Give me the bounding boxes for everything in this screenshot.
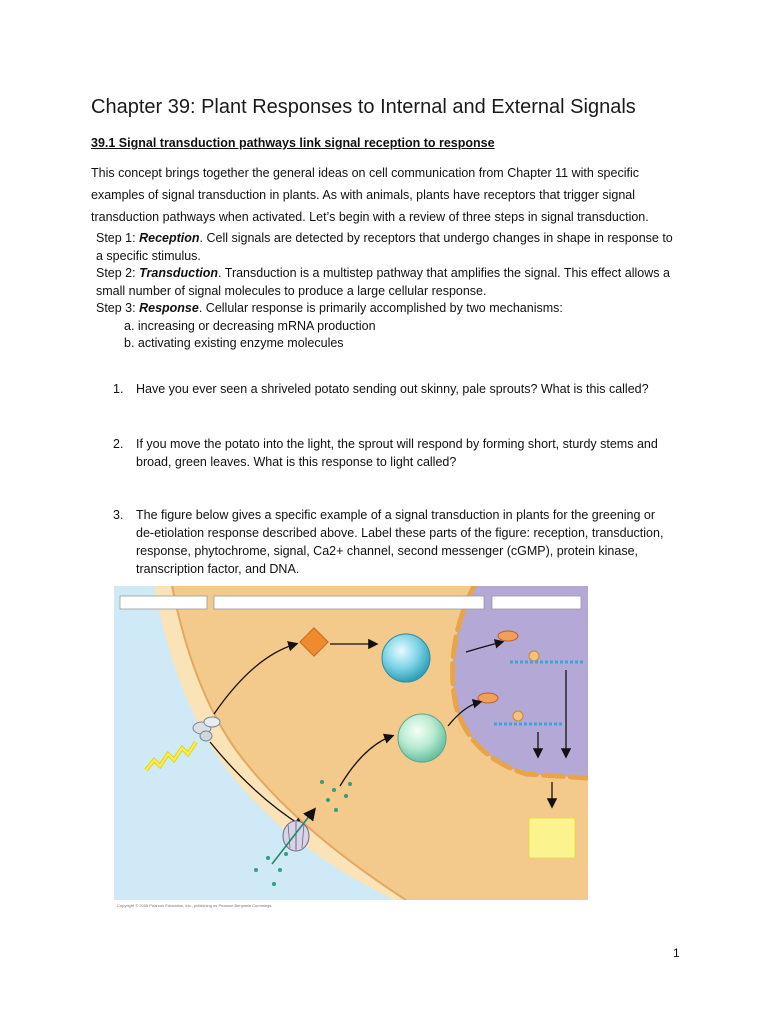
step-3-sub-a: a. increasing or decreasing mRNA production: [124, 318, 376, 333]
intro-line: examples of signal transduction in plants. As with animals, plants have receptors that trigger signal: [91, 188, 636, 202]
question-1: 1. Have you ever seen a shriveled potato sending out skinny, pale sprouts? What is this called?: [113, 382, 649, 396]
step-1: Step 1: Reception. Cell signals are detected by receptors that undergo changes in shape in response to: [96, 231, 673, 245]
figure-copyright: Copyright © 2008 Pearson Education, Inc., publishing as Pearson Benjamin Cummings.: [117, 903, 273, 908]
page-title: Chapter 39: Plant Responses to Internal and External Signals: [91, 96, 636, 118]
step-3: Step 3: Response. Cellular response is primarily accomplished by two mechanisms:: [96, 301, 563, 315]
response-protein: [529, 818, 575, 858]
page-number: 1: [673, 946, 680, 960]
step-2: Step 2: Transduction. Transduction is a multistep pathway that amplifies the signal. This effect allows a: [96, 266, 670, 280]
intro-line: transduction pathways when activated. Let’s begin with a review of three steps in signal transduction.: [91, 210, 649, 224]
step-2-cont: small number of signal molecules to produce a large cellular response.: [96, 283, 487, 298]
intro-line: This concept brings together the general ideas on cell communication from Chapter 11 with specific: [91, 166, 639, 180]
protein-kinase-2: [398, 714, 446, 762]
label-box[interactable]: [214, 596, 484, 609]
label-box[interactable]: [120, 596, 207, 609]
step-1-cont: a specific stimulus.: [96, 248, 201, 263]
question-2: 2. If you move the potato into the light, the sprout will respond by forming short, sturdy stems and broad, green leaves. What is this response to light called?: [113, 437, 658, 469]
step-1-term: Reception: [139, 231, 200, 245]
step-2-term: Transduction: [139, 266, 219, 280]
protein-kinase-1: [382, 634, 430, 682]
step-3-term: Response: [139, 301, 199, 315]
step-3-sub-b: b. activating existing enzyme molecules: [124, 336, 344, 350]
signal-transduction-figure: [114, 586, 588, 900]
section-heading: 39.1 Signal transduction pathways link signal reception to response: [91, 136, 495, 150]
question-3: 3. The figure below gives a specific example of a signal transduction in plants for the greening or de-etiolation response described above. Label these parts of the figure: reception, transduction, response, phytochrome, signal, Ca2+ channel, second messenger (cGMP), protein kinase, transcription factor, and DNA.: [113, 508, 664, 576]
label-box[interactable]: [492, 596, 581, 609]
intro-paragraph: [91, 162, 691, 228]
steps-list: [96, 230, 686, 353]
